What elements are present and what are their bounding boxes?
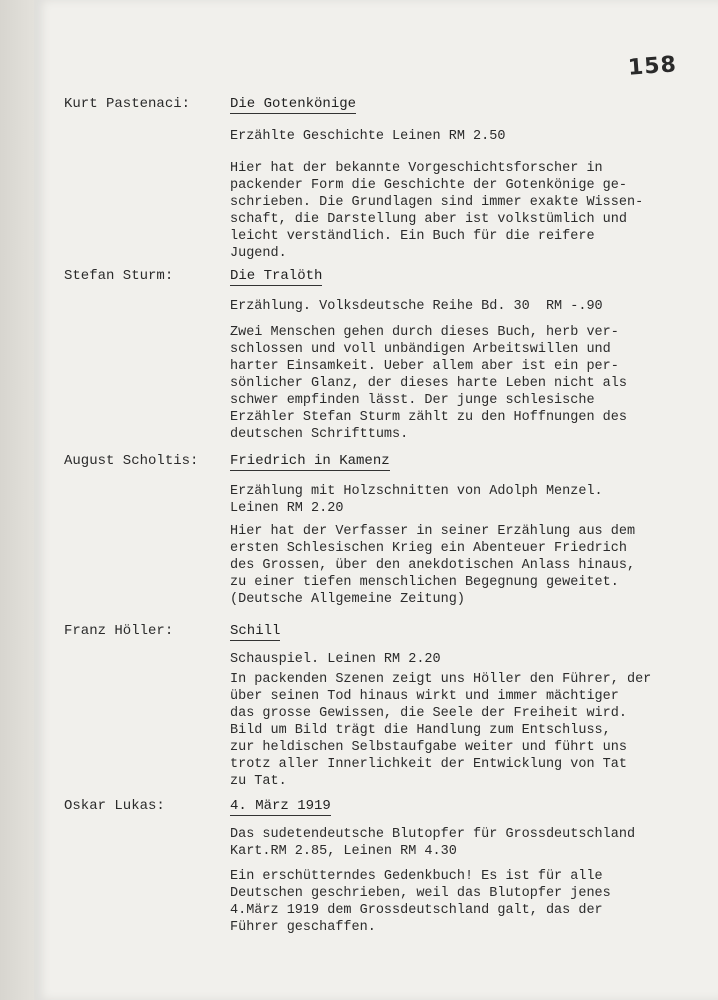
entry-title: Die Tralöth — [230, 268, 323, 284]
entry-publication: Erzählung. Volksdeutsche Reihe Bd. 30 RM -.90 — [230, 299, 603, 314]
entry-author: Oskar Lukas: — [64, 798, 165, 814]
entry-publication: Schauspiel. Leinen RM 2.20 — [230, 652, 441, 667]
entry-publication: Das sudetendeutsche Blutopfer für Grossdeutschland Kart.RM 2.85, Leinen RM 4.30 — [230, 827, 636, 859]
entry-author: Stefan Sturm: — [64, 268, 174, 284]
entry-description: Ein erschütterndes Gedenkbuch! Es ist für alle Deutschen geschrieben, weil das Blutopfer jenes 4.März 1919 dem Grossdeutschland galt, das der Führer geschaffen. — [230, 869, 611, 935]
entry-title: 4. März 1919 — [230, 798, 331, 814]
entry-description: Zwei Menschen gehen durch dieses Buch, herb ver- schlossen und voll unbändigen Arbeitswillen und harter Einsamkeit. Ueber allem aber ist ein per- sönlicher Glanz, der dieses harte Leben nicht als schwer empfinden lässt. Der junge schlesische Erzähler Stefan Sturm zählt zu den Hoffnungen des deutschen Schrifttums. — [230, 325, 627, 442]
entry-author: Kurt Pastenaci: — [64, 96, 191, 112]
entry-description: Hier hat der Verfasser in seiner Erzählung aus dem ersten Schlesischen Krieg ein Abenteuer Friedrich des Grossen, über den anekdotischen Anlass hinaus, zu einer tiefen menschlichen Begegnung geweitet. (Deutsche Allgemeine Zeitung) — [230, 524, 636, 607]
entry-title: Schill — [230, 623, 281, 639]
folio-number: 158 — [627, 52, 678, 81]
entry-description: In packenden Szenen zeigt uns Höller den Führer, der über seinen Tod hinaus wirkt und immer mächtiger das grosse Gewissen, die Seele der Freiheit wird. Bild um Bild trägt die Handlung zum Entschluss, zur heldischen Selbstaufgabe weiter und führt uns trotz aller Innerlichkeit der Entwicklung von Tat zu Tat. — [230, 672, 652, 789]
entry-author: August Scholtis: — [64, 453, 199, 469]
entry-description: Hier hat der bekannte Vorgeschichtsforscher in packender Form die Geschichte der Gotenkönige ge- schrieben. Die Grundlagen sind immer exakte Wissen- schaft, die Darstellung aber ist volkstümlich und leicht verständlich. Ein Buch für die reifere Jugend. — [230, 161, 644, 261]
entry-title: Friedrich in Kamenz — [230, 453, 390, 469]
entry-publication: Erzählte Geschichte Leinen RM 2.50 — [230, 129, 506, 144]
entry-publication: Erzählung mit Holzschnitten von Adolph Menzel. Leinen RM 2.20 — [230, 484, 603, 516]
entry-author: Franz Höller: — [64, 623, 174, 639]
entry-title: Die Gotenkönige — [230, 96, 357, 112]
